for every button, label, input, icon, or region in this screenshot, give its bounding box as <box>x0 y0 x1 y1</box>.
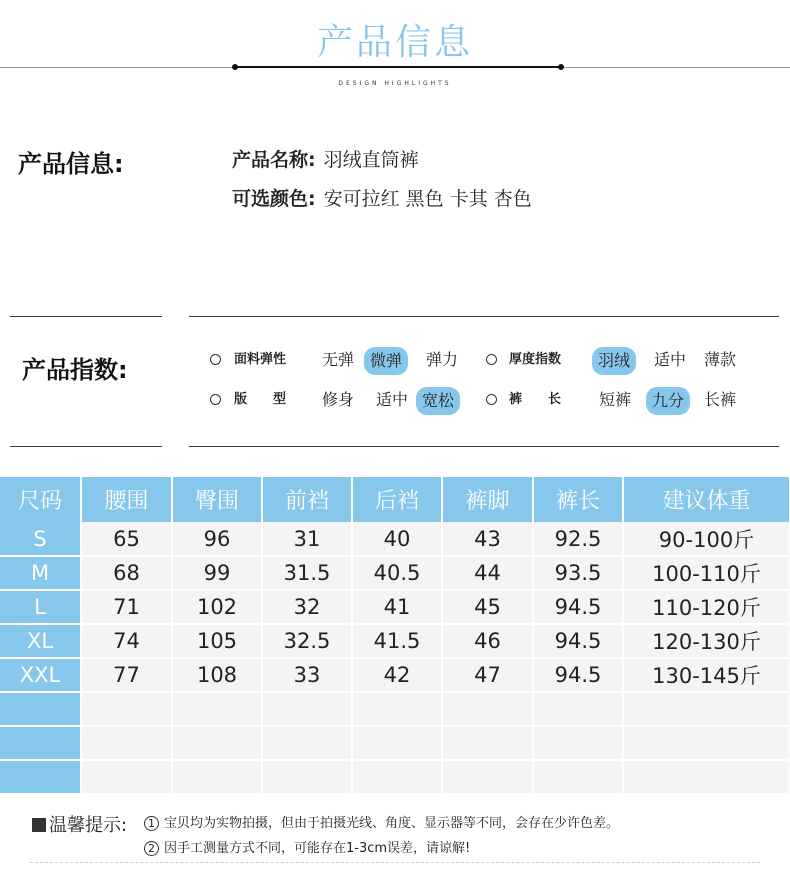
product-color-value: 安可拉红 黑色 卡其 杏色 <box>323 188 532 210</box>
table-cell: 46 <box>442 624 533 658</box>
product-index-heading: 产品指数: <box>22 356 128 384</box>
table-cell: 74 <box>81 624 172 658</box>
size-cell: XXL <box>0 658 81 692</box>
tips-title-text: 温馨提示: <box>49 815 128 836</box>
fit-option-loose-selected: 宽松 <box>416 387 460 415</box>
table-cell <box>262 692 352 726</box>
product-color-row <box>232 184 532 211</box>
decorative-line <box>236 66 562 68</box>
header-hip: 臀围 <box>172 477 262 522</box>
table-cell: 41 <box>352 590 442 624</box>
table-cell: 120-130斤 <box>623 624 790 658</box>
fit-option-medium: 适中 <box>376 390 409 409</box>
decorative-dot-left <box>232 64 238 70</box>
header-back-rise: 后裆 <box>352 477 442 522</box>
size-cell: M <box>0 556 81 590</box>
product-name-label: 产品名称: <box>232 149 316 171</box>
table-cell: 45 <box>442 590 533 624</box>
product-name-value: 羽绒直筒裤 <box>323 149 419 171</box>
table-cell: 94.5 <box>533 590 623 624</box>
table-cell: 105 <box>172 624 262 658</box>
length-option-shorts: 短裤 <box>599 390 632 409</box>
size-table-header-row <box>0 477 790 522</box>
table-cell <box>352 760 442 794</box>
size-cell <box>0 726 81 760</box>
thickness-option-thin: 薄款 <box>704 350 737 369</box>
table-cell: 96 <box>172 522 262 556</box>
bottom-divider <box>30 862 760 863</box>
product-color-label: 可选颜色: <box>232 188 316 210</box>
table-cell <box>533 726 623 760</box>
table-cell <box>442 726 533 760</box>
decorative-dot-right <box>558 64 564 70</box>
table-cell <box>442 692 533 726</box>
index-rule-top-left <box>10 316 162 317</box>
table-row <box>0 590 790 624</box>
table-row <box>0 760 790 794</box>
elasticity-option-stretch: 弹力 <box>426 350 459 369</box>
tip-text-1: 宝贝均为实物拍摄，但由于拍摄光线、角度、显示器等不同，会存在少许色差。 <box>164 816 620 831</box>
product-info-heading: 产品信息: <box>18 150 124 178</box>
table-cell: 47 <box>442 658 533 692</box>
tip-item-2 <box>144 837 470 856</box>
bullet-circle-icon <box>486 394 497 405</box>
header-length: 裤长 <box>533 477 623 522</box>
table-cell <box>81 760 172 794</box>
header-size: 尺码 <box>0 477 81 522</box>
table-cell: 31.5 <box>262 556 352 590</box>
table-cell: 40 <box>352 522 442 556</box>
bullet-circle-icon <box>210 354 221 365</box>
thickness-option-down-selected: 羽绒 <box>592 347 636 375</box>
length-option-full: 长裤 <box>704 390 737 409</box>
circled-number-icon: 2 <box>144 841 159 856</box>
elasticity-option-slight-selected: 微弹 <box>364 347 408 375</box>
table-cell <box>172 726 262 760</box>
tip-item-1 <box>144 812 619 831</box>
table-cell: 40.5 <box>352 556 442 590</box>
table-cell: 71 <box>81 590 172 624</box>
size-cell <box>0 760 81 794</box>
elasticity-label: 面料弹性 <box>234 352 287 367</box>
table-cell <box>352 692 442 726</box>
table-cell <box>533 760 623 794</box>
table-cell: 94.5 <box>533 658 623 692</box>
size-cell: XL <box>0 624 81 658</box>
table-row <box>0 522 790 556</box>
table-cell: 92.5 <box>533 522 623 556</box>
table-cell: 93.5 <box>533 556 623 590</box>
table-cell <box>623 760 790 794</box>
bullet-circle-icon <box>210 394 221 405</box>
table-row <box>0 726 790 760</box>
table-cell: 99 <box>172 556 262 590</box>
elasticity-option-none: 无弹 <box>322 350 355 369</box>
table-cell <box>81 726 172 760</box>
table-cell: 41.5 <box>352 624 442 658</box>
table-cell: 100-110斤 <box>623 556 790 590</box>
table-cell: 31 <box>262 522 352 556</box>
tips-title <box>32 811 127 837</box>
table-cell <box>172 692 262 726</box>
index-rule-top-right <box>189 316 779 317</box>
design-highlights-subtitle: DESIGN HIGHLIGHTS <box>338 80 452 87</box>
length-label: 裤 长 <box>509 392 562 407</box>
table-cell: 32 <box>262 590 352 624</box>
table-row <box>0 556 790 590</box>
header-leg-opening: 裤脚 <box>442 477 533 522</box>
table-cell: 130-145斤 <box>623 658 790 692</box>
table-cell <box>623 726 790 760</box>
table-cell: 90-100斤 <box>623 522 790 556</box>
length-option-ninth-selected: 九分 <box>646 387 690 415</box>
table-cell: 108 <box>172 658 262 692</box>
table-cell: 32.5 <box>262 624 352 658</box>
page-title: 产品信息 <box>316 22 473 63</box>
header-front-rise: 前裆 <box>262 477 352 522</box>
table-cell <box>262 726 352 760</box>
size-cell: L <box>0 590 81 624</box>
table-cell: 43 <box>442 522 533 556</box>
fit-label: 版 型 <box>234 392 287 407</box>
header-waist: 腰围 <box>81 477 172 522</box>
thickness-label: 厚度指数 <box>509 352 562 367</box>
table-cell <box>442 760 533 794</box>
table-cell <box>352 726 442 760</box>
table-row <box>0 692 790 726</box>
table-cell: 94.5 <box>533 624 623 658</box>
header-recommended-weight: 建议体重 <box>623 477 790 522</box>
tip-text-2: 因手工测量方式不同，可能存在1-3cm误差，请谅解! <box>164 841 471 856</box>
table-cell <box>172 760 262 794</box>
table-cell: 42 <box>352 658 442 692</box>
square-bullet-icon <box>32 818 46 832</box>
bullet-circle-icon <box>486 354 497 365</box>
thickness-option-medium: 适中 <box>654 350 687 369</box>
fit-option-slim: 修身 <box>322 390 355 409</box>
table-cell: 68 <box>81 556 172 590</box>
table-cell: 77 <box>81 658 172 692</box>
table-row <box>0 624 790 658</box>
table-cell <box>533 692 623 726</box>
size-table <box>0 477 790 795</box>
table-cell: 102 <box>172 590 262 624</box>
table-cell: 33 <box>262 658 352 692</box>
table-cell: 110-120斤 <box>623 590 790 624</box>
circled-number-icon: 1 <box>144 816 159 831</box>
index-rule-bottom-left <box>10 446 162 447</box>
table-cell <box>262 760 352 794</box>
product-name-row <box>232 145 419 172</box>
size-cell: S <box>0 522 81 556</box>
table-cell: 44 <box>442 556 533 590</box>
table-cell <box>623 692 790 726</box>
index-rule-bottom-right <box>189 446 779 447</box>
table-cell: 65 <box>81 522 172 556</box>
table-cell <box>81 692 172 726</box>
table-row <box>0 658 790 692</box>
size-cell <box>0 692 81 726</box>
